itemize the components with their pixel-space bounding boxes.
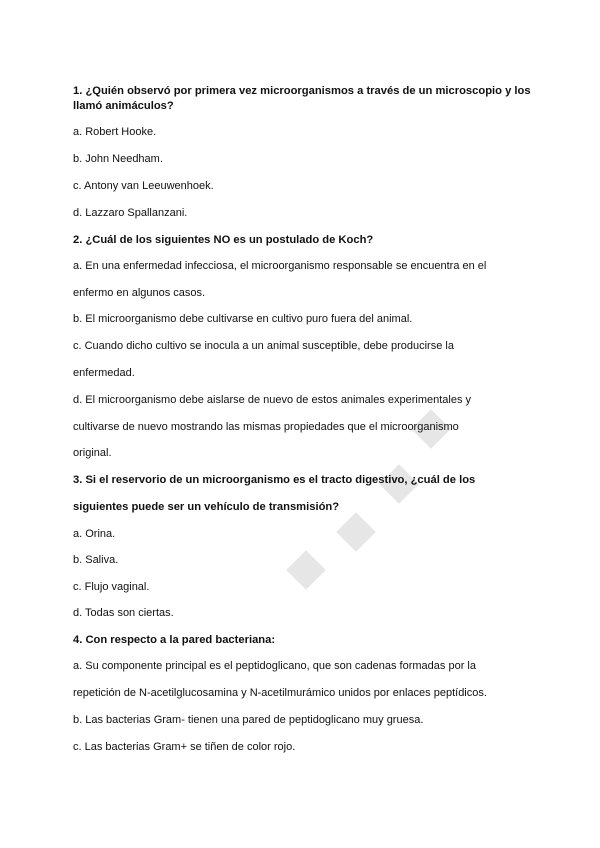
question-2-option-d-line-1: d. El microorganismo debe aislarse de nuevo de estos animales experimentales y — [73, 394, 472, 406]
question-1-option-d: d. Lazzaro Spallanzani. — [73, 207, 188, 219]
question-2-option-d-line-3: original. — [73, 447, 112, 459]
question-1-option-a: a. Robert Hooke. — [73, 126, 157, 138]
question-4-option-c: c. Las bacterias Gram+ se tiñen de color rojo. — [73, 741, 296, 753]
question-3-title-line-2: siguientes puede ser un vehículo de transmisión? — [73, 501, 340, 513]
question-1-option-b: b. John Needham. — [73, 153, 163, 165]
question-2-option-a-line-1: a. En una enfermedad infecciosa, el microorganismo responsable se encuentra en el — [73, 260, 487, 272]
question-4-option-a-line-2: repetición de N-acetilglucosamina y N-acetilmurámico unidos por enlaces peptídicos. — [73, 687, 487, 699]
question-1-title-line-1: 1. ¿Quién observó por primera vez microorganismos a través de un microscopio y los — [73, 85, 531, 97]
question-2-option-a-line-2: enfermo en algunos casos. — [73, 287, 206, 299]
question-3-option-c: c. Flujo vaginal. — [73, 581, 150, 593]
question-3-option-b: b. Saliva. — [73, 554, 119, 566]
question-2-title: 2. ¿Cuál de los siguientes NO es un postulado de Koch? — [73, 234, 374, 246]
question-3-option-a: a. Orina. — [73, 528, 116, 540]
question-4-title: 4. Con respecto a la pared bacteriana: — [73, 634, 276, 646]
question-4-option-b: b. Las bacterias Gram- tienen una pared de peptidoglicano muy gruesa. — [73, 714, 424, 726]
question-1-option-c: c. Antony van Leeuwenhoek. — [73, 180, 214, 192]
question-4-option-a-line-1: a. Su componente principal es el peptidoglicano, que son cadenas formadas por la — [73, 660, 476, 672]
question-3-option-d: d. Todas son ciertas. — [73, 607, 174, 619]
question-3-title-line-1: 3. Si el reservorio de un microorganismo es el tracto digestivo, ¿cuál de los — [73, 474, 476, 486]
question-2-option-d-line-2: cultivarse de nuevo mostrando las mismas propiedades que el microorganismo — [73, 421, 459, 433]
question-2-option-b: b. El microorganismo debe cultivarse en cultivo puro fuera del animal. — [73, 313, 413, 325]
question-2-option-c-line-1: c. Cuando dicho cultivo se inocula a un animal susceptible, debe producirse la — [73, 340, 454, 352]
question-2-option-c-line-2: enfermedad. — [73, 367, 135, 379]
question-1-title-line-2: llamó animáculos? — [73, 100, 174, 112]
